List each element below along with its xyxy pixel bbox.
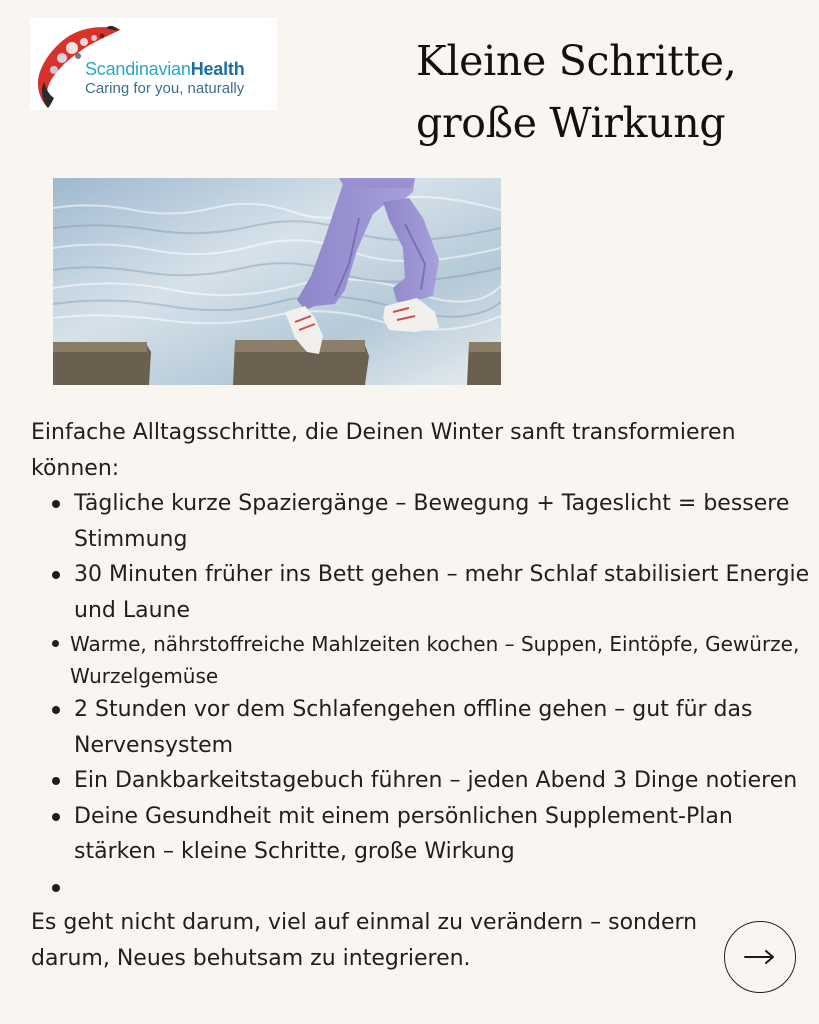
next-slide-button[interactable]: [724, 921, 796, 993]
list-item: Warme, nährstoffreiche Mahlzeiten kochen – Suppen, Eintöpfe, Gewürze, Wurzelgemüse: [70, 628, 811, 692]
list-item: 2 Stunden vor dem Schlafengehen offline gehen – gut für das Nervensystem: [74, 692, 811, 763]
brand-logo: [30, 18, 277, 110]
brand-name-part1: Scandinavian: [85, 59, 191, 79]
list-item: Tägliche kurze Spaziergänge – Bewegung + Tageslicht = bessere Stimmung: [74, 486, 811, 557]
tips-list: [31, 486, 811, 905]
arrow-right-icon: [744, 949, 776, 965]
article-body: [31, 415, 811, 976]
hero-photo: [53, 178, 501, 385]
list-item: Deine Gesundheit mit einem persönlichen Supplement-Plan stärken – kleine Schritte, große Wirkung: [74, 799, 811, 870]
list-item-empty: [74, 870, 811, 906]
brand-name-part2: Health: [190, 59, 245, 79]
runner-on-stepping-stones-image: [53, 178, 501, 385]
page-title: [416, 30, 796, 154]
brand-name: [85, 59, 245, 80]
intro-text: Einfache Alltagsschritte, die Deinen Winter sanft transformieren können:: [31, 420, 736, 481]
page-title-line2: große Wirkung: [416, 99, 726, 147]
list-item: 30 Minuten früher ins Bett gehen – mehr Schlaf stabilisiert Energie und Laune: [74, 557, 811, 628]
page-title-line1: Kleine Schritte,: [416, 37, 737, 85]
list-item: Ein Dankbarkeitstagebuch führen – jeden Abend 3 Dinge notieren: [74, 763, 811, 799]
brand-tagline: Caring for you, naturally: [85, 80, 245, 97]
outro-text: Es geht nicht darum, viel auf einmal zu verändern – sondern darum, Neues behutsam zu integrieren.: [31, 910, 698, 971]
